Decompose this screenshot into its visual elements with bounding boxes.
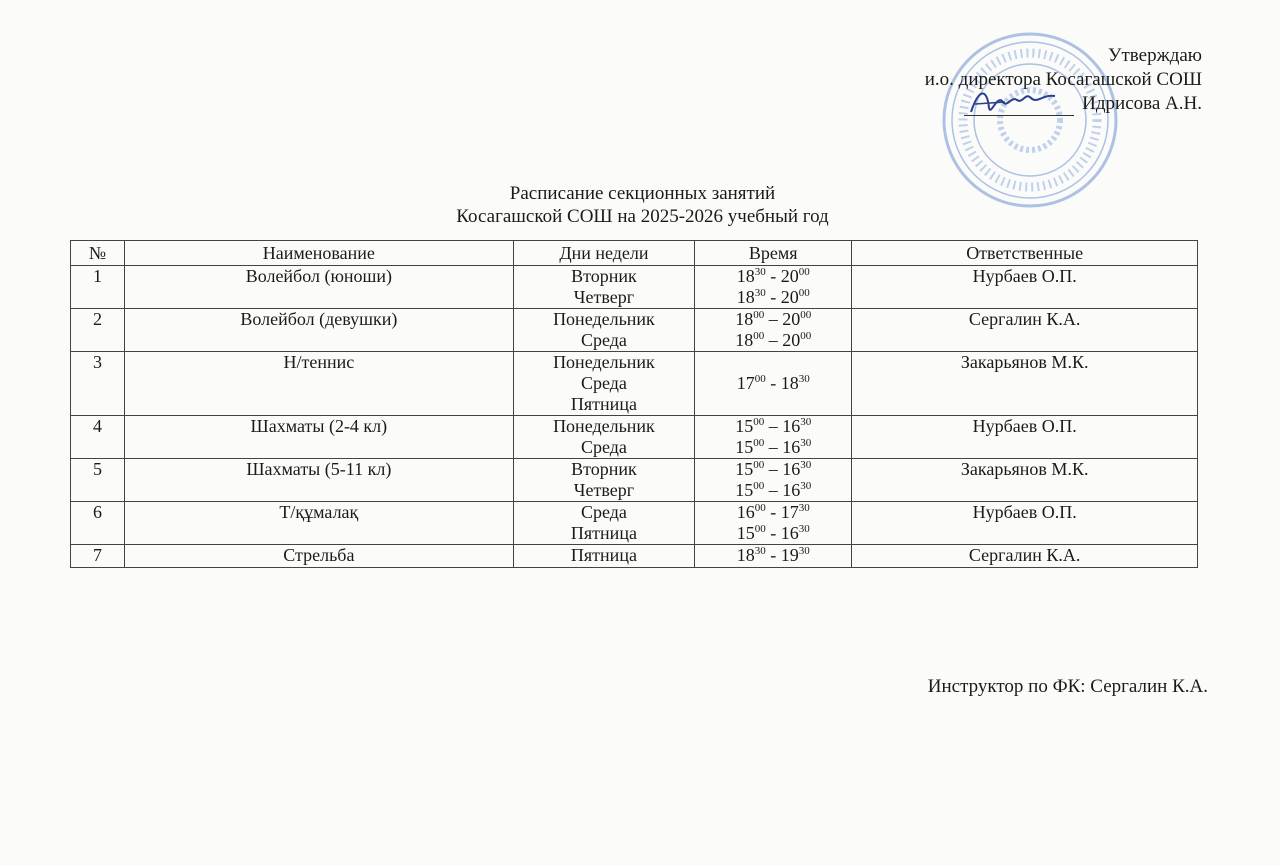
day-label: Среда — [580, 373, 627, 393]
row-responsible: Закарьянов М.К. — [852, 352, 1198, 416]
row-number: 7 — [71, 545, 125, 568]
row-responsible: Сергалин К.А. — [852, 309, 1198, 352]
signature-icon — [965, 82, 1060, 122]
row-number: 5 — [71, 459, 125, 502]
time-range: $18^{00} - 20^{00}$ — [735, 309, 812, 329]
day-label: Понедельник — [553, 309, 655, 329]
table-row — [71, 309, 1198, 352]
time-range: $18^{30} - 19^{30}$ — [736, 545, 810, 565]
day-label: Пятница — [570, 394, 637, 414]
day-label: Пятница — [570, 545, 637, 565]
time-range: $15^{00} - 16^{30}$ — [735, 459, 812, 479]
row-days — [513, 416, 694, 459]
row-name: Волейбол (юноши) — [124, 266, 513, 309]
table-row — [71, 266, 1198, 309]
row-days — [513, 266, 694, 309]
row-time — [695, 545, 852, 568]
table-row — [71, 416, 1198, 459]
day-label: Среда — [580, 330, 627, 350]
time-range: $18^{30} - 20^{00}$ — [736, 266, 810, 286]
row-number: 4 — [71, 416, 125, 459]
table-row — [71, 459, 1198, 502]
time-range: $18^{00} - 20^{00}$ — [735, 330, 812, 350]
row-responsible: Сергалин К.А. — [852, 545, 1198, 568]
header-time: Время — [695, 241, 852, 266]
row-name: Н/теннис — [124, 352, 513, 416]
row-responsible: Нурбаев О.П. — [852, 266, 1198, 309]
row-number: 3 — [71, 352, 125, 416]
row-name: Шахматы (5-11 кл) — [124, 459, 513, 502]
day-label: Среда — [580, 502, 627, 522]
row-name: Шахматы (2-4 кл) — [124, 416, 513, 459]
time-range: $16^{00} - 17^{30}$ — [736, 502, 810, 522]
row-name: Стрельба — [124, 545, 513, 568]
approval-position: и.о. директора Косагашской СОШ — [924, 69, 1202, 90]
table-row — [71, 352, 1198, 416]
approval-name: Идрисова А.Н. — [1082, 93, 1202, 114]
row-time — [695, 309, 852, 352]
time-range: $15^{00} - 16^{30}$ — [735, 480, 812, 500]
row-number: 2 — [71, 309, 125, 352]
day-label: Четверг — [573, 287, 635, 307]
time-range: $15^{00} - 16^{30}$ — [735, 437, 812, 457]
footer-instructor: Инструктор по ФК: Сергалин К.А. — [927, 676, 1208, 697]
row-days — [513, 545, 694, 568]
day-label: Пятница — [570, 523, 637, 543]
row-days — [513, 459, 694, 502]
day-label: Четверг — [573, 480, 635, 500]
time-range: $15^{00} - 16^{30}$ — [736, 523, 810, 543]
day-label: Вторник — [571, 459, 637, 479]
time-range: $17^{00} - 18^{30}$ — [736, 373, 810, 393]
row-time — [695, 502, 852, 545]
header-responsible: Ответственные — [852, 241, 1198, 266]
time-range: $18^{30} - 20^{00}$ — [736, 287, 810, 307]
row-name: Т/құмалақ — [124, 502, 513, 545]
row-days — [513, 309, 694, 352]
row-time — [695, 352, 852, 416]
table-body — [71, 266, 1198, 568]
row-time — [695, 459, 852, 502]
row-days — [513, 502, 694, 545]
title-line-1: Расписание секционных занятий — [509, 183, 776, 204]
header-name: Наименование — [124, 241, 513, 266]
document-title — [0, 182, 1280, 228]
row-name: Волейбол (девушки) — [124, 309, 513, 352]
row-responsible: Закарьянов М.К. — [852, 459, 1198, 502]
title-line-2: Косагашской СОШ на 2025-2026 учебный год — [456, 206, 829, 227]
table-row — [71, 502, 1198, 545]
schedule-table — [70, 240, 1198, 568]
header-number: № — [71, 241, 125, 266]
row-number: 6 — [71, 502, 125, 545]
table-header-row — [71, 241, 1198, 266]
table-row — [71, 545, 1198, 568]
day-label: Понедельник — [553, 416, 655, 436]
header-days: Дни недели — [513, 241, 694, 266]
time-range: $15^{00} - 16^{30}$ — [735, 416, 812, 436]
row-days — [513, 352, 694, 416]
row-number: 1 — [71, 266, 125, 309]
day-label: Вторник — [571, 266, 637, 286]
row-responsible: Нурбаев О.П. — [852, 502, 1198, 545]
day-label: Понедельник — [553, 352, 655, 372]
row-responsible: Нурбаев О.П. — [852, 416, 1198, 459]
row-time — [695, 266, 852, 309]
approval-title: Утверждаю — [1108, 45, 1202, 66]
day-label: Среда — [580, 437, 627, 457]
row-time — [695, 416, 852, 459]
